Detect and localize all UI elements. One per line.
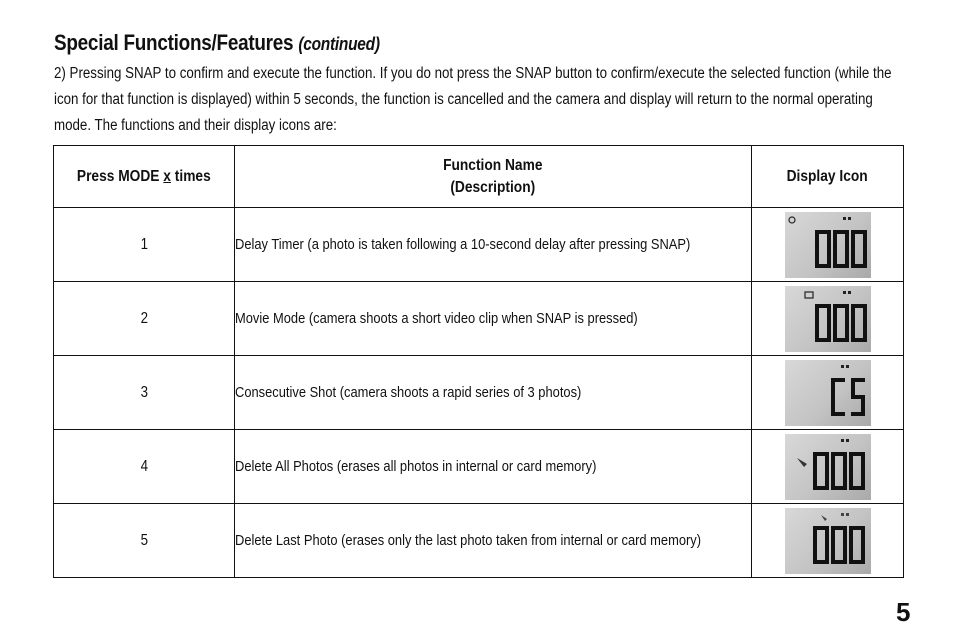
table-row: [54, 356, 904, 430]
function-description: Delete All Photos (erases all photos in internal or card memory): [235, 430, 752, 504]
title-text: Special Functions/Features: [54, 30, 294, 55]
delay-timer-lcd-icon: [785, 212, 871, 278]
delete-last-lcd-icon: [785, 508, 871, 574]
table-header-row: [54, 146, 904, 208]
table-row: [54, 504, 904, 578]
table-row: [54, 282, 904, 356]
title-continued: (continued): [298, 34, 380, 54]
movie-mode-lcd-icon: [785, 286, 871, 352]
intro-paragraph: 2) Pressing SNAP to confirm and execute the function. If you do not press the SNAP button to confirm/execute the selected function (while the icon for that function is displayed) within 5 seconds, the function is cancelled and the camera and display will return to the normal operating mode. The functions and their display icons are:: [54, 65, 892, 134]
functions-table: [53, 145, 904, 578]
table-row: [54, 430, 904, 504]
press-count: 5: [54, 504, 235, 578]
press-count: 2: [54, 282, 235, 356]
function-description: Delay Timer (a photo is taken following a 10-second delay after pressing SNAP): [235, 208, 752, 282]
x-variable: x: [163, 167, 172, 185]
delete-all-lcd-icon: [785, 434, 871, 500]
press-count: 4: [54, 430, 235, 504]
page-number: 5: [896, 597, 911, 627]
function-description: Delete Last Photo (erases only the last photo taken from internal or card memory): [235, 504, 752, 578]
press-count: 3: [54, 356, 235, 430]
header-press-mode: Press MODE x times: [54, 146, 235, 208]
consecutive-shot-lcd-icon: [785, 360, 871, 426]
table-row: [54, 208, 904, 282]
header-display-icon: Display Icon: [752, 146, 904, 208]
press-count: 1: [54, 208, 235, 282]
header-function-name: Function Name (Description): [235, 146, 752, 208]
function-description: Movie Mode (camera shoots a short video clip when SNAP is pressed): [235, 282, 752, 356]
page-title: [54, 30, 380, 56]
function-description: Consecutive Shot (camera shoots a rapid series of 3 photos): [235, 356, 752, 430]
